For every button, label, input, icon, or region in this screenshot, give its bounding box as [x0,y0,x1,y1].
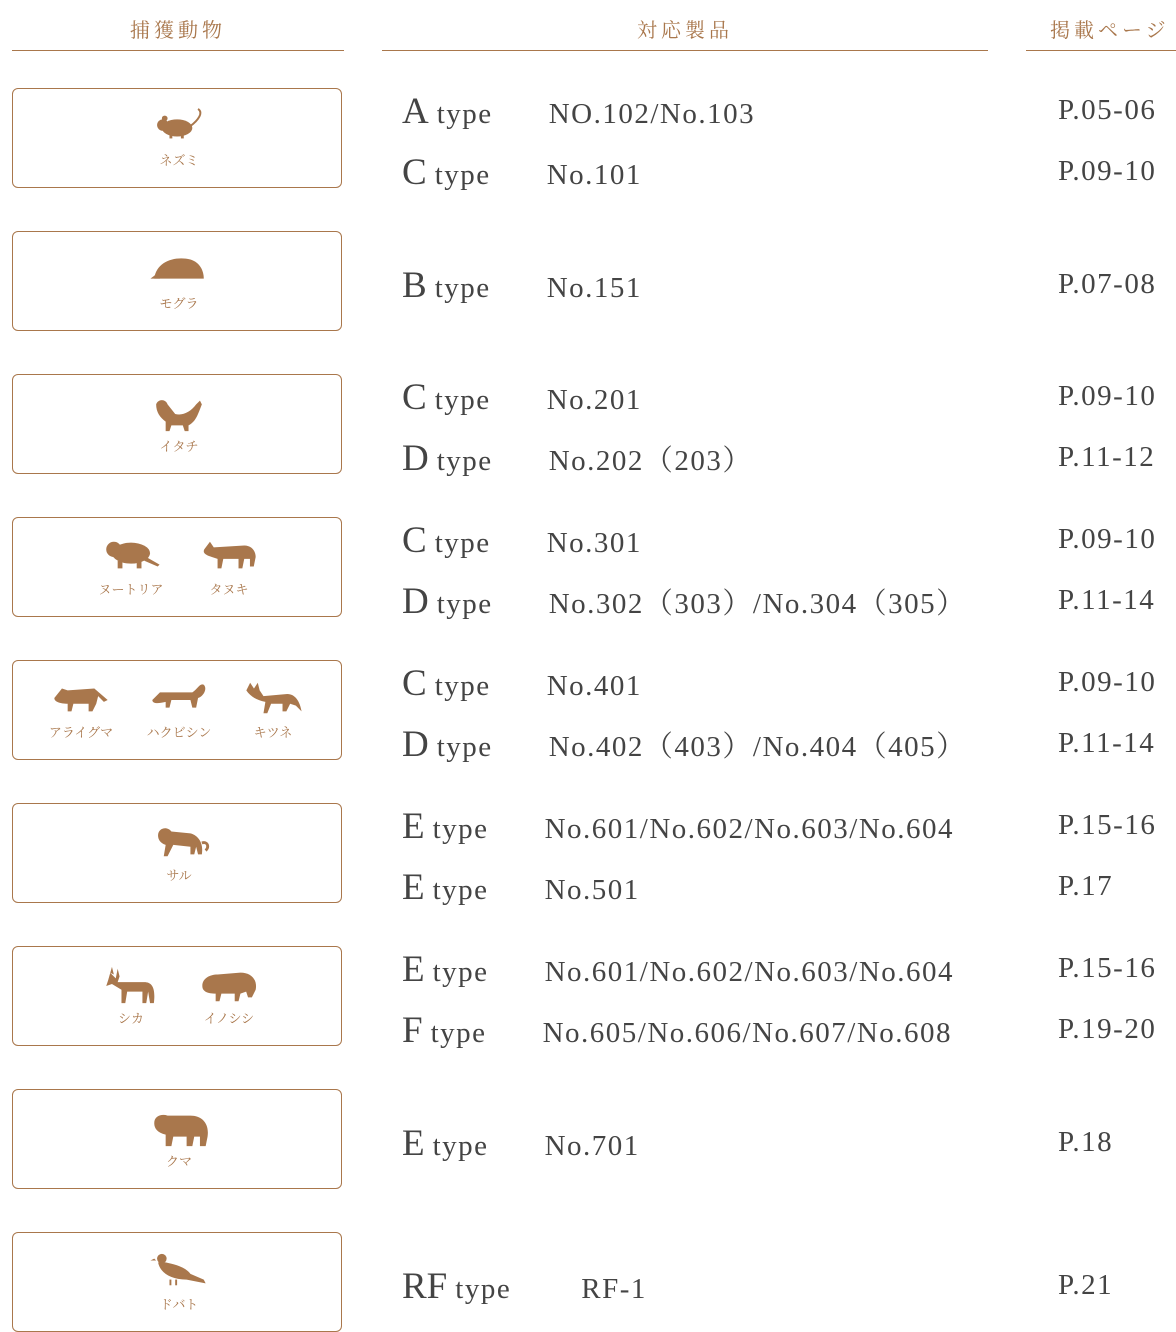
weasel-icon [147,393,211,433]
model-number: No.302（303）/No.304（305） [548,588,967,620]
page-number: P.11-12 [1058,441,1156,473]
header-page [1026,14,1176,51]
animal-label: アライグマ [48,726,114,741]
type-word: type [436,588,493,620]
type-letter: E [402,949,425,990]
product-entry [402,866,640,906]
type-word: type [434,159,491,191]
raccoon-icon [49,679,113,719]
model-number: No.301 [546,527,642,559]
model-number: No.101 [546,159,642,191]
product-entry [402,437,753,477]
animal-item [134,822,224,884]
type-word: type [430,1017,487,1049]
type-word: type [436,98,493,130]
model-number: No.605/No.606/No.607/No.608 [542,1017,953,1049]
bear-icon [147,1108,211,1148]
model-number: No.201 [546,384,642,416]
civet-icon [147,679,211,719]
type-letter: C [402,152,427,193]
product-entry [402,90,755,130]
product-entry [402,1122,640,1162]
product-entry [402,151,642,191]
type-word: type [432,1130,489,1162]
animal-label: クマ [165,1155,192,1170]
header-product-label: 対応製品 [637,18,733,42]
product-entry [402,519,642,559]
animal-item [134,250,224,312]
animal-item [134,107,224,169]
animal-item [134,393,224,455]
animal-box[interactable] [12,231,342,331]
product-entry [402,376,642,416]
animal-label: イノシシ [203,1012,255,1027]
model-number: No.401 [546,670,642,702]
header-page-label: 掲載ページ [1050,18,1170,42]
animal-box[interactable] [12,1232,342,1332]
page-number: P.05-06 [1058,94,1157,126]
model-number: No.151 [546,272,642,304]
page-number: P.15-16 [1058,809,1157,841]
page-number: P.07-08 [1058,268,1157,300]
type-letter: RF [402,1266,448,1307]
type-word: type [432,874,489,906]
product-entry [402,1265,647,1305]
page-number: P.21 [1058,1269,1114,1301]
page-number: P.18 [1058,1126,1114,1158]
animal-label: ネズミ [159,154,199,169]
animal-box[interactable] [12,803,342,903]
page-number: P.09-10 [1058,155,1157,187]
animal-box[interactable] [12,660,342,760]
type-word: type [434,384,491,416]
nutria-icon [99,536,163,576]
animal-label: ドバト [159,1298,199,1313]
type-word: type [434,670,491,702]
animal-label: イタチ [159,440,199,455]
animal-item [86,536,176,598]
type-letter: D [402,581,429,622]
model-number: No.202（203） [548,445,753,477]
animal-box[interactable] [12,517,342,617]
type-word: type [432,956,489,988]
product-entry [402,662,642,702]
animal-item [228,679,318,741]
type-word: type [434,272,491,304]
type-letter: F [402,1010,423,1051]
product-entry [402,805,954,845]
mouse-icon [147,107,211,147]
type-letter: A [402,91,429,132]
animal-box[interactable] [12,374,342,474]
model-number: NO.102/No.103 [548,98,756,130]
monkey-icon [147,822,211,862]
boar-icon [197,965,261,1005]
animal-label: ヌートリア [98,583,164,598]
model-number: No.402（403）/No.404（405） [548,731,967,763]
page-number: P.09-10 [1058,523,1157,555]
type-word: type [432,813,489,845]
pigeon-icon [147,1251,211,1291]
type-word: type [455,1273,512,1305]
raccoon-dog-icon [197,536,261,576]
deer-icon [99,965,163,1005]
model-number: No.701 [544,1130,640,1162]
model-number: RF-1 [581,1273,647,1305]
page-number: P.11-14 [1058,727,1156,759]
type-word: type [436,445,493,477]
page-number: P.15-16 [1058,952,1157,984]
animal-item [134,679,224,741]
animal-item [134,1251,224,1313]
product-entry [402,580,967,620]
header-animal-label: 捕獲動物 [130,18,226,42]
type-word: type [436,731,493,763]
page-number: P.09-10 [1058,380,1157,412]
type-letter: C [402,663,427,704]
animal-item [134,1108,224,1170]
page-number: P.19-20 [1058,1013,1157,1045]
page-number: P.11-14 [1058,584,1156,616]
model-number: No.501 [544,874,640,906]
type-letter: D [402,724,429,765]
type-letter: E [402,806,425,847]
animal-item [86,965,176,1027]
page-number: P.17 [1058,870,1114,902]
animal-box[interactable] [12,1089,342,1189]
animal-item [184,536,274,598]
animal-label: シカ [117,1012,144,1027]
type-letter: C [402,520,427,561]
product-entry [402,1009,952,1049]
header-product [382,14,988,51]
type-letter: D [402,438,429,479]
type-letter: E [402,867,425,908]
product-entry [402,723,967,763]
mole-icon [147,250,211,290]
type-letter: C [402,377,427,418]
animal-item [184,965,274,1027]
fox-icon [241,679,305,719]
animal-label: ハクビシン [146,726,212,741]
animal-label: キツネ [253,726,293,741]
animal-box[interactable] [12,946,342,1046]
animal-label: タヌキ [209,583,249,598]
type-word: type [434,527,491,559]
animal-item [36,679,126,741]
model-number: No.601/No.602/No.603/No.604 [544,813,955,845]
type-letter: B [402,265,427,306]
animal-label: サル [166,869,192,884]
product-entry [402,948,954,988]
header-animal [12,14,344,51]
model-number: No.601/No.602/No.603/No.604 [544,956,955,988]
type-letter: E [402,1123,425,1164]
animal-box[interactable] [12,88,342,188]
animal-label: モグラ [159,297,199,312]
page-number: P.09-10 [1058,666,1157,698]
product-entry [402,264,642,304]
